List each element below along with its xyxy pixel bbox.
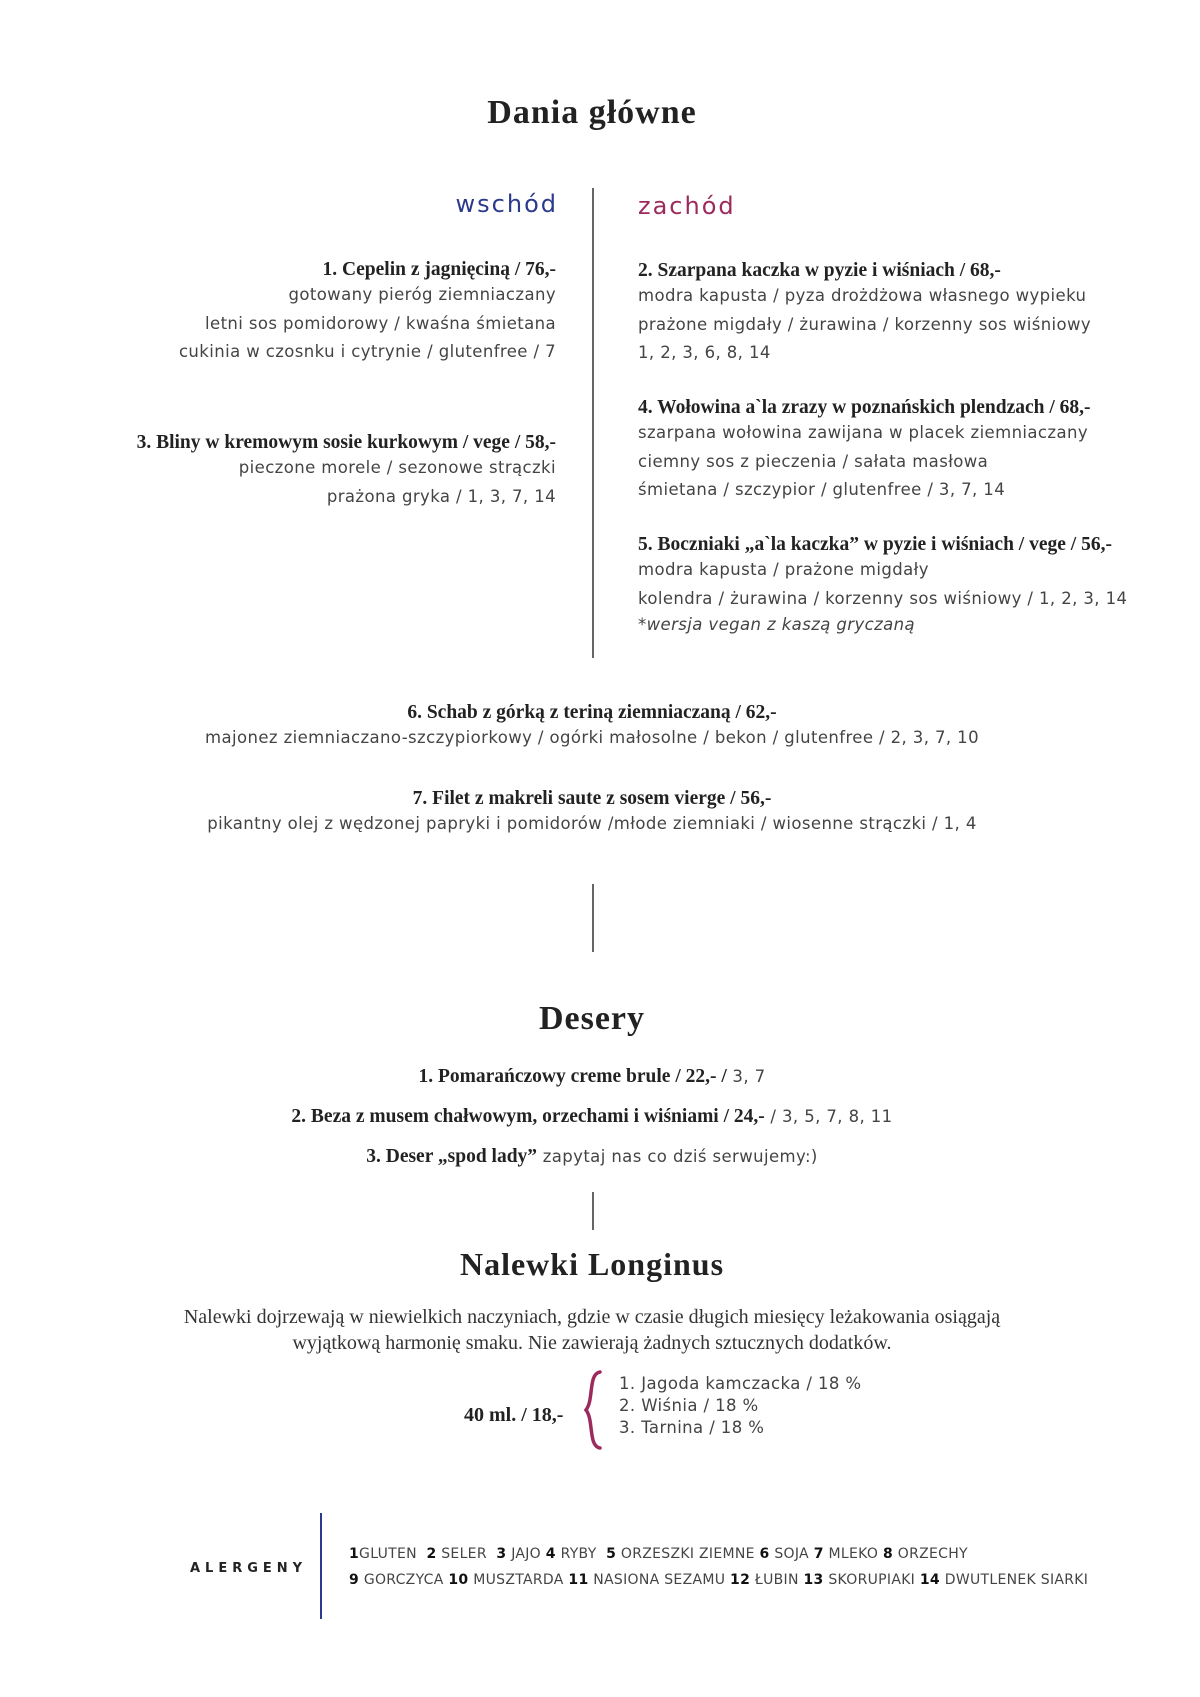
item-note: *wersja vegan z kaszą gryczaną: [638, 615, 916, 634]
allergens-row: [349, 1546, 968, 1562]
main-section-title: Dania główne: [487, 94, 697, 131]
item-line: szarpana wołowina zawijana w placek ziemniaczany: [638, 423, 1088, 442]
west-column-label: zachód: [638, 192, 736, 220]
allergen-name: RYBY: [560, 1546, 597, 1562]
column-divider: [592, 188, 594, 658]
allergen-number: 10: [448, 1572, 469, 1588]
curly-brace-icon: [580, 1370, 608, 1450]
dessert-extra: / 3, 5, 7, 8, 11: [764, 1107, 893, 1126]
allergen-name: SELER: [441, 1546, 487, 1562]
west-menu-item: [638, 534, 1127, 637]
east-column-label: wschód: [455, 190, 558, 218]
allergen-name: NASIONA SEZAMU: [593, 1572, 726, 1588]
east-menu-item: [137, 432, 556, 511]
item-line: cukinia w czosnku i cytrynie / glutenfree / 7: [178, 342, 556, 361]
item-line: modra kapusta / pyza drożdżowa własnego wypieku: [638, 286, 1087, 305]
item-line: letni sos pomidorowy / kwaśna śmietana: [205, 313, 556, 333]
allergen-name: MUSZTARDA: [473, 1572, 564, 1588]
liqueur-item: 3. Tarnina / 18 %: [619, 1418, 765, 1437]
item-title: 5. Boczniaki „a`la kaczka” w pyzie i wiśniach / vege / 56,-: [638, 534, 1112, 555]
item-line: pikantny olej z wędzonej papryki i pomidorów /młode ziemniaki / wiosenne strączki / 1, 4: [207, 814, 977, 833]
allergen-number: 12: [730, 1572, 751, 1588]
liqueur-item: 1. Jagoda kamczacka / 18 %: [619, 1374, 862, 1393]
allergen-number: 8: [882, 1546, 893, 1562]
allergen-name: GLUTEN: [359, 1546, 417, 1562]
liqueur-price: 40 ml. / 18,-: [464, 1404, 564, 1426]
item-line: majonez ziemniaczano-szczypiorkowy / ogórki małosolne / bekon / glutenfree / 2, 3, 7, 10: [205, 728, 979, 747]
liqueur-item: 2. Wiśnia / 18 %: [619, 1396, 759, 1415]
allergen-number: 5: [606, 1546, 617, 1562]
description-line: Nalewki dojrzewają w niewielkich naczyniach, gdzie w czasie długich miesięcy leżakowania osiągają: [183, 1306, 1001, 1328]
item-line: ciemny sos z pieczenia / sałata masłowa: [638, 451, 989, 471]
section-divider: [592, 1192, 594, 1230]
item-line: prażona gryka / 1, 3, 7, 14: [326, 486, 556, 506]
west-menu-item: [638, 260, 1091, 368]
dessert-extra: 3, 7: [726, 1067, 766, 1086]
item-line: modra kapusta / prażone migdały: [638, 560, 929, 579]
allergen-number: 3: [496, 1546, 507, 1562]
allergens-label: ALERGENY: [190, 1561, 308, 1576]
allergens-row: [349, 1572, 1088, 1588]
allergen-name: ŁUBIN: [754, 1572, 799, 1588]
allergen-name: ORZESZKI ZIEMNE: [620, 1546, 755, 1562]
liqueur-list: [619, 1373, 861, 1439]
allergen-number: 9: [349, 1572, 360, 1588]
section-divider: [592, 884, 594, 952]
allergen-number: 11: [568, 1572, 589, 1588]
center-menu-item: [0, 788, 1184, 839]
item-title: 1. Cepelin z jagnięciną / 76,-: [322, 259, 556, 280]
allergens-divider: [320, 1513, 322, 1619]
west-menu-item: [638, 397, 1091, 505]
allergen-number: 14: [919, 1572, 940, 1588]
item-line: kolendra / żurawina / korzenny sos wiśniowy / 1, 2, 3, 14: [638, 588, 1128, 608]
item-line: gotowany pieróg ziemniaczany: [288, 285, 556, 304]
center-menu-item: [0, 702, 1184, 753]
dessert-title: 2. Beza z musem chałwowym, orzechami i wiśniami / 24,-: [291, 1106, 765, 1127]
dessert-item: [0, 1063, 1184, 1092]
item-line: prażone migdały / żurawina / korzenny sos wiśniowy: [638, 314, 1092, 334]
allergen-number: 13: [803, 1572, 824, 1588]
dessert-title: 3. Deser „spod lady”: [366, 1146, 538, 1167]
allergen-name: DWUTLENEK SIARKI: [944, 1572, 1089, 1588]
allergen-number: 2: [426, 1546, 437, 1562]
dessert-item: [0, 1103, 1184, 1132]
item-title: 2. Szarpana kaczka w pyzie i wiśniach / 68,-: [638, 260, 1001, 281]
allergen-name: MLEKO: [828, 1546, 879, 1562]
item-title: 7. Filet z makreli saute z sosem vierge / 56,-: [412, 788, 772, 809]
dessert-item: [0, 1143, 1184, 1172]
allergen-name: JAJO: [511, 1546, 541, 1562]
item-title: 6. Schab z górką z teriną ziemniaczaną / 62,-: [407, 702, 777, 723]
allergen-name: SKORUPIAKI: [828, 1572, 916, 1588]
item-title: 4. Wołowina a`la zrazy w poznańskich plendzach / 68,-: [638, 397, 1091, 418]
item-line: śmietana / szczypior / glutenfree / 3, 7, 14: [638, 480, 1006, 499]
allergen-name: SOJA: [774, 1546, 809, 1562]
allergen-name: GORCZYCA: [363, 1572, 444, 1588]
item-title: 3. Bliny w kremowym sosie kurkowym / vege / 58,-: [136, 432, 556, 453]
dessert-title: 1. Pomarańczowy creme brule / 22,- /: [418, 1066, 727, 1087]
allergen-number: 6: [759, 1546, 770, 1562]
desserts-title: Desery: [538, 1000, 646, 1037]
item-line: pieczone morele / sezonowe strączki: [238, 458, 556, 477]
liqueurs-title: Nalewki Longinus: [459, 1246, 725, 1282]
dessert-extra: zapytaj nas co dziś serwujemy:): [537, 1147, 818, 1166]
allergen-number: 7: [813, 1546, 824, 1562]
description-line: wyjątkową harmonię smaku. Nie zawierają żadnych sztucznych dodatków.: [292, 1332, 892, 1354]
allergen-number: 4: [545, 1546, 556, 1562]
east-menu-item: [179, 259, 556, 367]
item-line: 1, 2, 3, 6, 8, 14: [638, 343, 771, 362]
allergen-number: 1: [349, 1546, 360, 1562]
allergen-name: ORZECHY: [897, 1546, 968, 1562]
liqueurs-description: [0, 1304, 1184, 1356]
